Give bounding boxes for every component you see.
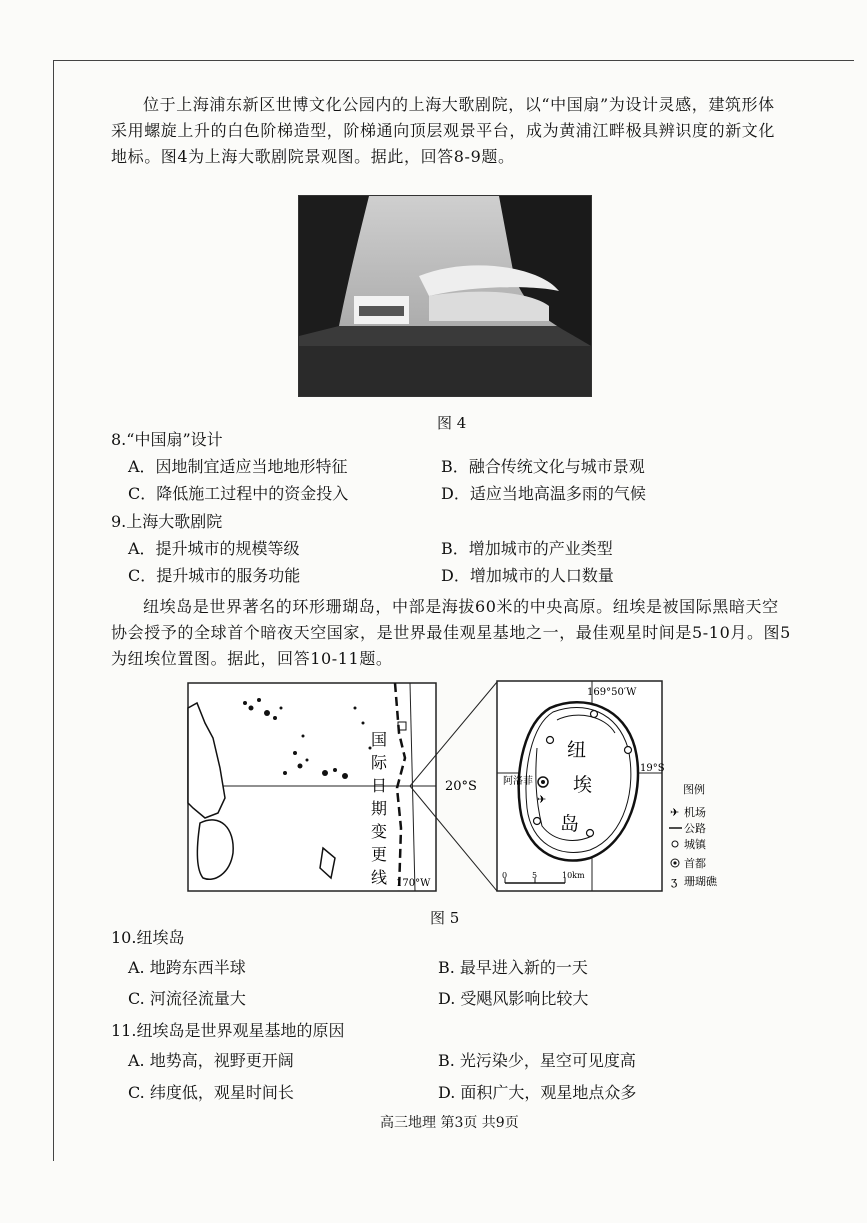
question-9-option-d: D．增加城市的人口数量	[441, 566, 614, 585]
capital-label: 阿洛菲	[503, 776, 533, 787]
question-11-option-d: D. 面积广大，观星地点众多	[438, 1083, 637, 1102]
question-10-option-c: C. 河流径流量大	[128, 989, 246, 1008]
question-8-option-d: D．适应当地高温多雨的气候	[441, 484, 646, 503]
passage-niue: 纽埃岛是世界著名的环形珊瑚岛，中部是海拔60米的中央高原。纽埃是被国际黑暗天空协会授予的全球首个暗夜天空国家，是世界最佳观星基地之一，最佳观星时间是5-10月。图5为纽埃位置图。据此，回答10-11题。	[111, 597, 791, 668]
legend-reef-icon: ʒ	[671, 875, 678, 888]
island-label-char-1: 纽	[567, 739, 587, 761]
legend-reef: 珊瑚礁	[684, 875, 717, 888]
label-19s: 19°S	[640, 763, 665, 774]
scale-label-10km: 10km	[562, 871, 585, 880]
question-11-option-c: C. 纬度低，观星时间长	[128, 1083, 294, 1102]
question-11-option-b: B. 光污染少，星空可见度高	[438, 1051, 636, 1070]
label-20s: 20°S	[445, 779, 477, 794]
question-8-option-b: B．融合传统文化与城市景观	[441, 457, 645, 476]
question-10-option-b: B. 最早进入新的一天	[438, 958, 588, 977]
dateline-char-1: 国	[371, 730, 388, 749]
figure5-caption: 图 5	[430, 909, 460, 927]
figure4-caption: 图 4	[437, 414, 467, 432]
legend-airport-icon: ✈	[670, 806, 680, 819]
dateline-char-4: 期	[371, 799, 388, 818]
question-9-option-b: B．增加城市的产业类型	[441, 539, 613, 558]
opera-house-photo	[298, 195, 592, 397]
opera-house-image	[299, 196, 591, 396]
question-11-option-a: A. 地势高，视野更开阔	[128, 1051, 294, 1070]
dateline-char-2: 际	[371, 753, 388, 772]
question-8-option-a: A．因地制宜适应当地地形特征	[128, 457, 348, 476]
niue-location-map	[185, 678, 730, 900]
question-8-option-c: C．降低施工过程中的资金投入	[128, 484, 349, 503]
legend-road: 公路	[684, 822, 706, 835]
question-9-option-c: C．提升城市的服务功能	[128, 566, 301, 585]
legend-town: 城镇	[684, 838, 706, 851]
question-10-option-d: D. 受飓风影响比较大	[438, 989, 589, 1008]
label-170w: 170°W	[396, 878, 431, 889]
passage-opera: 位于上海浦东新区世博文化公园内的上海大歌剧院，以“中国扇”为设计灵感，建筑形体采用螺旋上升的白色阶梯造型，阶梯通向顶层观景平台，成为黄浦江畔极具辨识度的新文化地标。图4为上海大歌剧院景观图。据此，回答8-9题。	[111, 95, 776, 166]
scale-label-5: 5	[532, 871, 538, 880]
question-9-stem: 9.上海大歌剧院	[111, 512, 223, 531]
page-footer: 高三地理 第3页 共9页	[380, 1115, 519, 1131]
dateline-char-7: 线	[371, 868, 388, 887]
scale-label-0: 0	[502, 871, 508, 880]
island-label-char-2: 埃	[573, 774, 593, 796]
question-10-option-a: A. 地跨东西半球	[128, 958, 246, 977]
question-9-option-a: A．提升城市的规模等级	[128, 539, 300, 558]
island-label-char-3: 岛	[560, 813, 580, 835]
dateline-char-5: 变	[371, 822, 388, 841]
legend-capital: 首都	[684, 857, 706, 870]
dateline-char-3: 日	[371, 776, 388, 795]
legend-airport: 机场	[684, 806, 706, 819]
question-8-stem: 8.“中国扇”设计	[111, 430, 223, 449]
question-10-stem: 10.纽埃岛	[111, 928, 185, 947]
airport-marker: ✈	[537, 793, 547, 806]
label-169-50w: 169°50′W	[587, 687, 637, 698]
legend-title: 图例	[683, 783, 705, 796]
legend-town-icon	[672, 841, 678, 847]
question-11-stem: 11.纽埃岛是世界观星基地的原因	[111, 1021, 345, 1040]
dateline-char-6: 更	[371, 845, 388, 864]
